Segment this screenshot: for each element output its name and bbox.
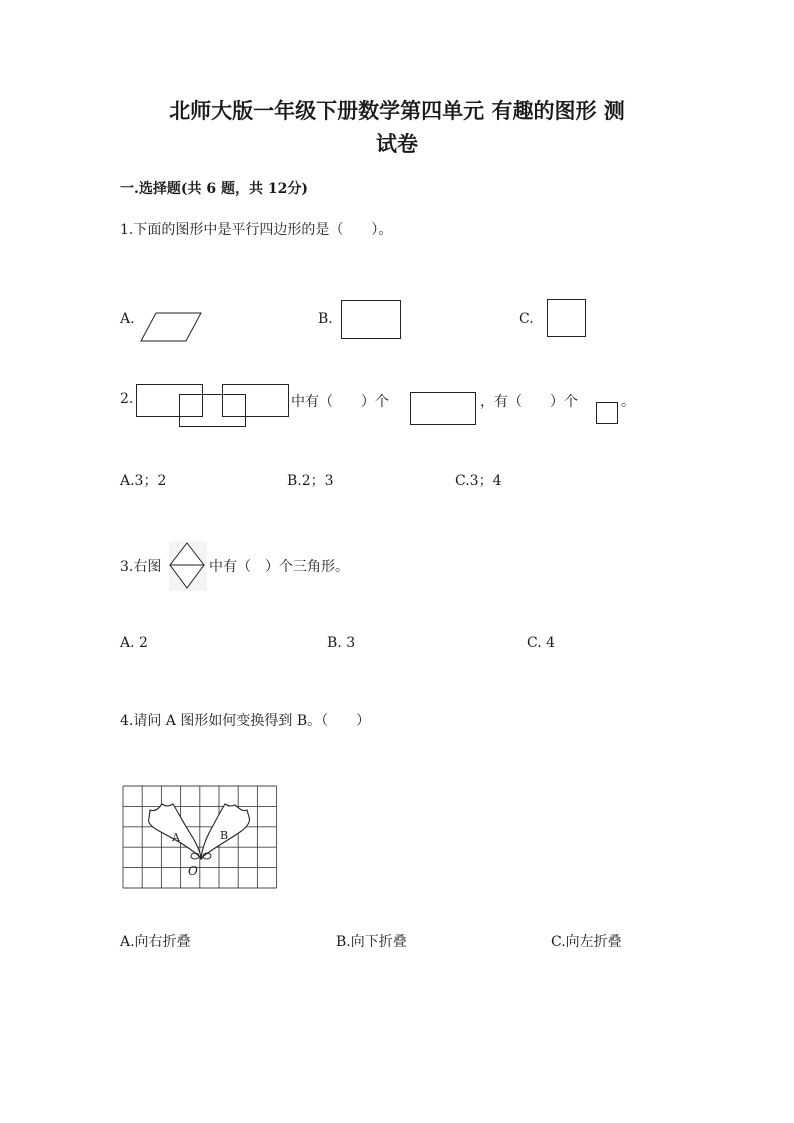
q1-option-a-label[interactable]: A.: [120, 311, 135, 327]
question-3-prefix: 3.右图: [120, 559, 162, 575]
question-2-end: 。: [621, 394, 635, 410]
q1-option-c-label[interactable]: C.: [519, 311, 534, 327]
petal-a-label: A: [172, 831, 180, 844]
q1-option-b-label[interactable]: B.: [318, 311, 333, 327]
rhombus-triangles-figure: [169, 541, 207, 591]
q3-option-a[interactable]: A. 2: [120, 635, 148, 651]
question-3-suffix: 中有（ ）个三角形。: [209, 559, 349, 575]
rectangle-count-icon: [410, 392, 478, 427]
question-2-text-1: 中有（ ）个: [291, 394, 389, 410]
title-line-2: 试卷: [376, 131, 418, 156]
square-figure: [547, 299, 587, 339]
q2-option-a[interactable]: A.3；2: [120, 473, 167, 489]
question-2-number: 2.: [120, 391, 134, 407]
q4-option-b[interactable]: B.向下折叠: [336, 934, 407, 950]
petal-b-label: B: [220, 829, 229, 842]
grid-flower-figure: [122, 785, 277, 889]
rectangle-figure: [341, 300, 403, 340]
overlapping-rectangles-figure: [136, 384, 290, 428]
parallelogram-figure: [140, 312, 202, 342]
q2-option-b[interactable]: B.2；3: [287, 473, 334, 489]
square-count-icon: [596, 402, 620, 426]
title-line-1: 北师大版一年级下册数学第四单元 有趣的图形 测: [169, 98, 625, 123]
q4-option-a[interactable]: A.向右折叠: [120, 934, 191, 950]
question-2-text-2: ，有（ ）个: [480, 394, 578, 410]
page-title: [100, 94, 694, 160]
q3-option-c[interactable]: C. 4: [527, 635, 556, 651]
section-header: 一.选择题(共 6 题，共 12分): [120, 181, 308, 197]
origin-label: O: [188, 864, 198, 878]
q3-option-b[interactable]: B. 3: [327, 635, 356, 651]
question-4-stem: 4.请问 A 图形如何变换得到 B。（ ）: [120, 713, 371, 729]
q2-option-c[interactable]: C.3；4: [455, 473, 502, 489]
question-1-stem: 1.下面的图形中是平行四边形的是（ ）。: [120, 222, 393, 238]
q4-option-c[interactable]: C.向左折叠: [551, 934, 622, 950]
